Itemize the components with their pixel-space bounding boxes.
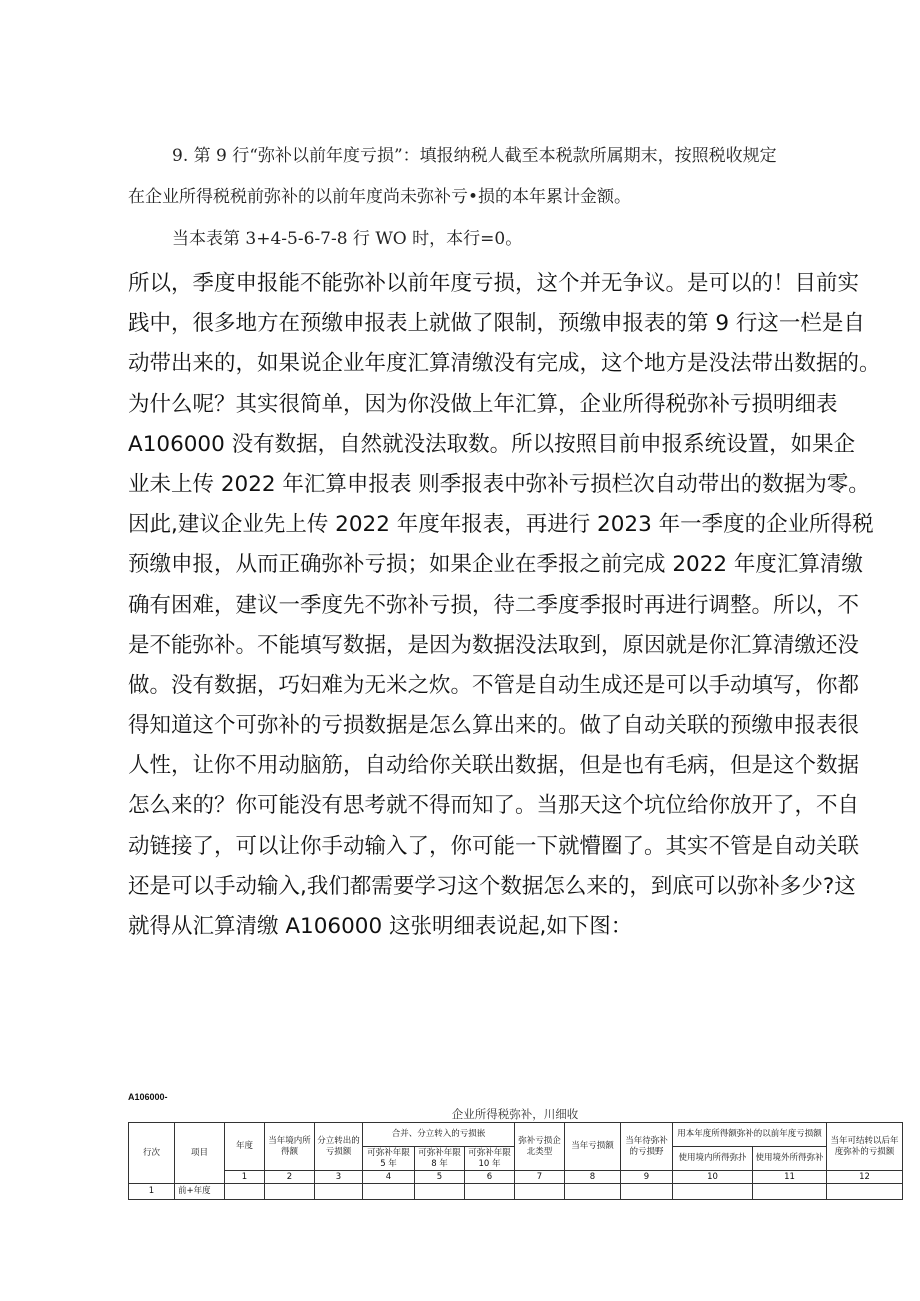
body-line: 得知道这个可弥补的亏损数据是怎么算出来的。做了自动关联的预缴申报表很 <box>128 713 860 739</box>
column-number: 4 <box>363 1171 415 1184</box>
column-number: 10 <box>673 1171 753 1184</box>
table-cell <box>515 1184 565 1200</box>
table-cell <box>673 1184 753 1200</box>
quote-line-1: 9. 第 9 行“弥补以前年度亏损”：填报纳税人截至本税款所属期末，按照税收规定 <box>172 146 777 166</box>
body-line: 因此,建议企业先上传 2022 年度年报表，再进行 2023 年一季度的企业所得税 <box>128 512 874 538</box>
table-cell <box>315 1184 363 1200</box>
column-number: 3 <box>315 1171 363 1184</box>
table-cell <box>753 1184 827 1200</box>
header-split-out: 分立转出的亏损额 <box>315 1123 363 1171</box>
header-used-group: 用本年度所得额弥补的以前年度亏损额 <box>673 1123 827 1147</box>
body-line: 怎么来的？你可能没有思考就不得而知了。当那天这个坑位给你放开了，不自 <box>128 793 860 819</box>
quote-line-3: 当本表第 3+4-5-6-7-8 行 WO 时，本行=0。 <box>172 229 523 249</box>
header-year: 年度 <box>225 1123 265 1171</box>
header-pending: 当年待弥补的亏损野 <box>621 1123 673 1171</box>
body-line: 人性，让你不用动脑筋，自动给你关联出数据，但是也有毛病，但是这个数据 <box>128 753 860 779</box>
body-line: 为什么呢？其实很简单，因为你没做上年汇算，企业所得税弥补亏损明细表 <box>128 391 838 417</box>
body-line: A106000 没有数据，自然就没法取数。所以按照目前申报系统设置，如果企 <box>128 431 856 457</box>
header-used-domestic: 使用境内所得弥扑 <box>673 1147 753 1171</box>
header-merge-5y: 可弥补年限 5 年 <box>363 1147 415 1171</box>
header-merge-8y: 可弥补年限 8 年 <box>415 1147 465 1171</box>
body-line: 做。没有数据，巧妇难为无米之炊。不管是自动生成还是可以手动填写，你都 <box>128 672 860 698</box>
table-row <box>129 1184 903 1200</box>
column-number: 8 <box>565 1171 621 1184</box>
column-number: 5 <box>415 1171 465 1184</box>
column-number: 9 <box>621 1171 673 1184</box>
body-line: 动带出来的，如果说企业年度汇算清缴没有完成，这个地方是没法带出数据的。 <box>128 351 881 377</box>
table-cell <box>565 1184 621 1200</box>
header-used-foreign: 使用境外所得弥补 <box>753 1147 827 1171</box>
table-cell <box>415 1184 465 1200</box>
table-code: A106000- <box>128 1092 168 1102</box>
column-number: 12 <box>827 1171 903 1184</box>
column-number: 2 <box>265 1171 315 1184</box>
body-line: 还是可以手动输入,我们都需要学习这个数据怎么来的，到底可以弥补多少?这 <box>128 873 856 899</box>
header-ent-type: 弥补亏损企北类型 <box>515 1123 565 1171</box>
header-loss: 当年亏损额 <box>565 1123 621 1171</box>
header-merge-group: 合并、分立转入的亏损嵌 <box>363 1123 515 1147</box>
body-line: 确有困难，建议一季度先不弥补亏损，待二季度季报时再进行调整。所以，不 <box>128 592 860 618</box>
header-item: 项目 <box>175 1123 225 1184</box>
column-number: 11 <box>753 1171 827 1184</box>
header-income: 当年境内所得额 <box>265 1123 315 1171</box>
column-number: 6 <box>465 1171 515 1184</box>
quote-line-2: 在企业所得税税前弥补的以前年度尚未弥补亏•损的本年累计金额。 <box>128 187 632 207</box>
body-line: 就得从汇算清缴 A106000 这张明细表说起,如下图： <box>128 914 633 939</box>
header-carry: 当年可结转以后年度弥补的亏损额 <box>827 1123 903 1171</box>
body-line: 是不能弥补。不能填写数据，是因为数据没法取到，原因就是你汇算清缴还没 <box>128 632 860 658</box>
body-line: 践中，很多地方在预缴申报表上就做了限制，预缴申报表的第 9 行这一栏是自 <box>128 311 865 337</box>
body-line: 所以，季度申报能不能弥补以前年度亏损，这个并无争议。是可以的！目前实 <box>128 271 860 296</box>
column-number: 1 <box>225 1171 265 1184</box>
body-paragraph <box>128 264 914 947</box>
column-number: 7 <box>515 1171 565 1184</box>
header-row-no: 行次 <box>129 1123 175 1184</box>
body-line: 动链接了，可以让你手动输入了，你可能一下就懵圈了。其实不管是自动关联 <box>128 833 860 859</box>
body-line: 业未上传 2022 年汇算申报表 则季报表中弥补亏损栏次自动带出的数据为零。 <box>128 471 870 497</box>
table-cell <box>265 1184 315 1200</box>
table-cell <box>465 1184 515 1200</box>
header-merge-10y: 可弥补年限 10 年 <box>465 1147 515 1171</box>
table-cell <box>827 1184 903 1200</box>
body-line: 预缴申报，从而正确弥补亏损；如果企业在季报之前完成 2022 年度汇算清缴 <box>128 552 863 578</box>
table-cell <box>225 1184 265 1200</box>
table-cell <box>621 1184 673 1200</box>
table-cell <box>363 1184 415 1200</box>
row-number: 1 <box>129 1184 175 1200</box>
table-title: 企业所得税弥补，川细收 <box>451 1107 579 1121</box>
row-item: 前+年度 <box>175 1184 225 1200</box>
loss-carryforward-table <box>128 1122 903 1200</box>
